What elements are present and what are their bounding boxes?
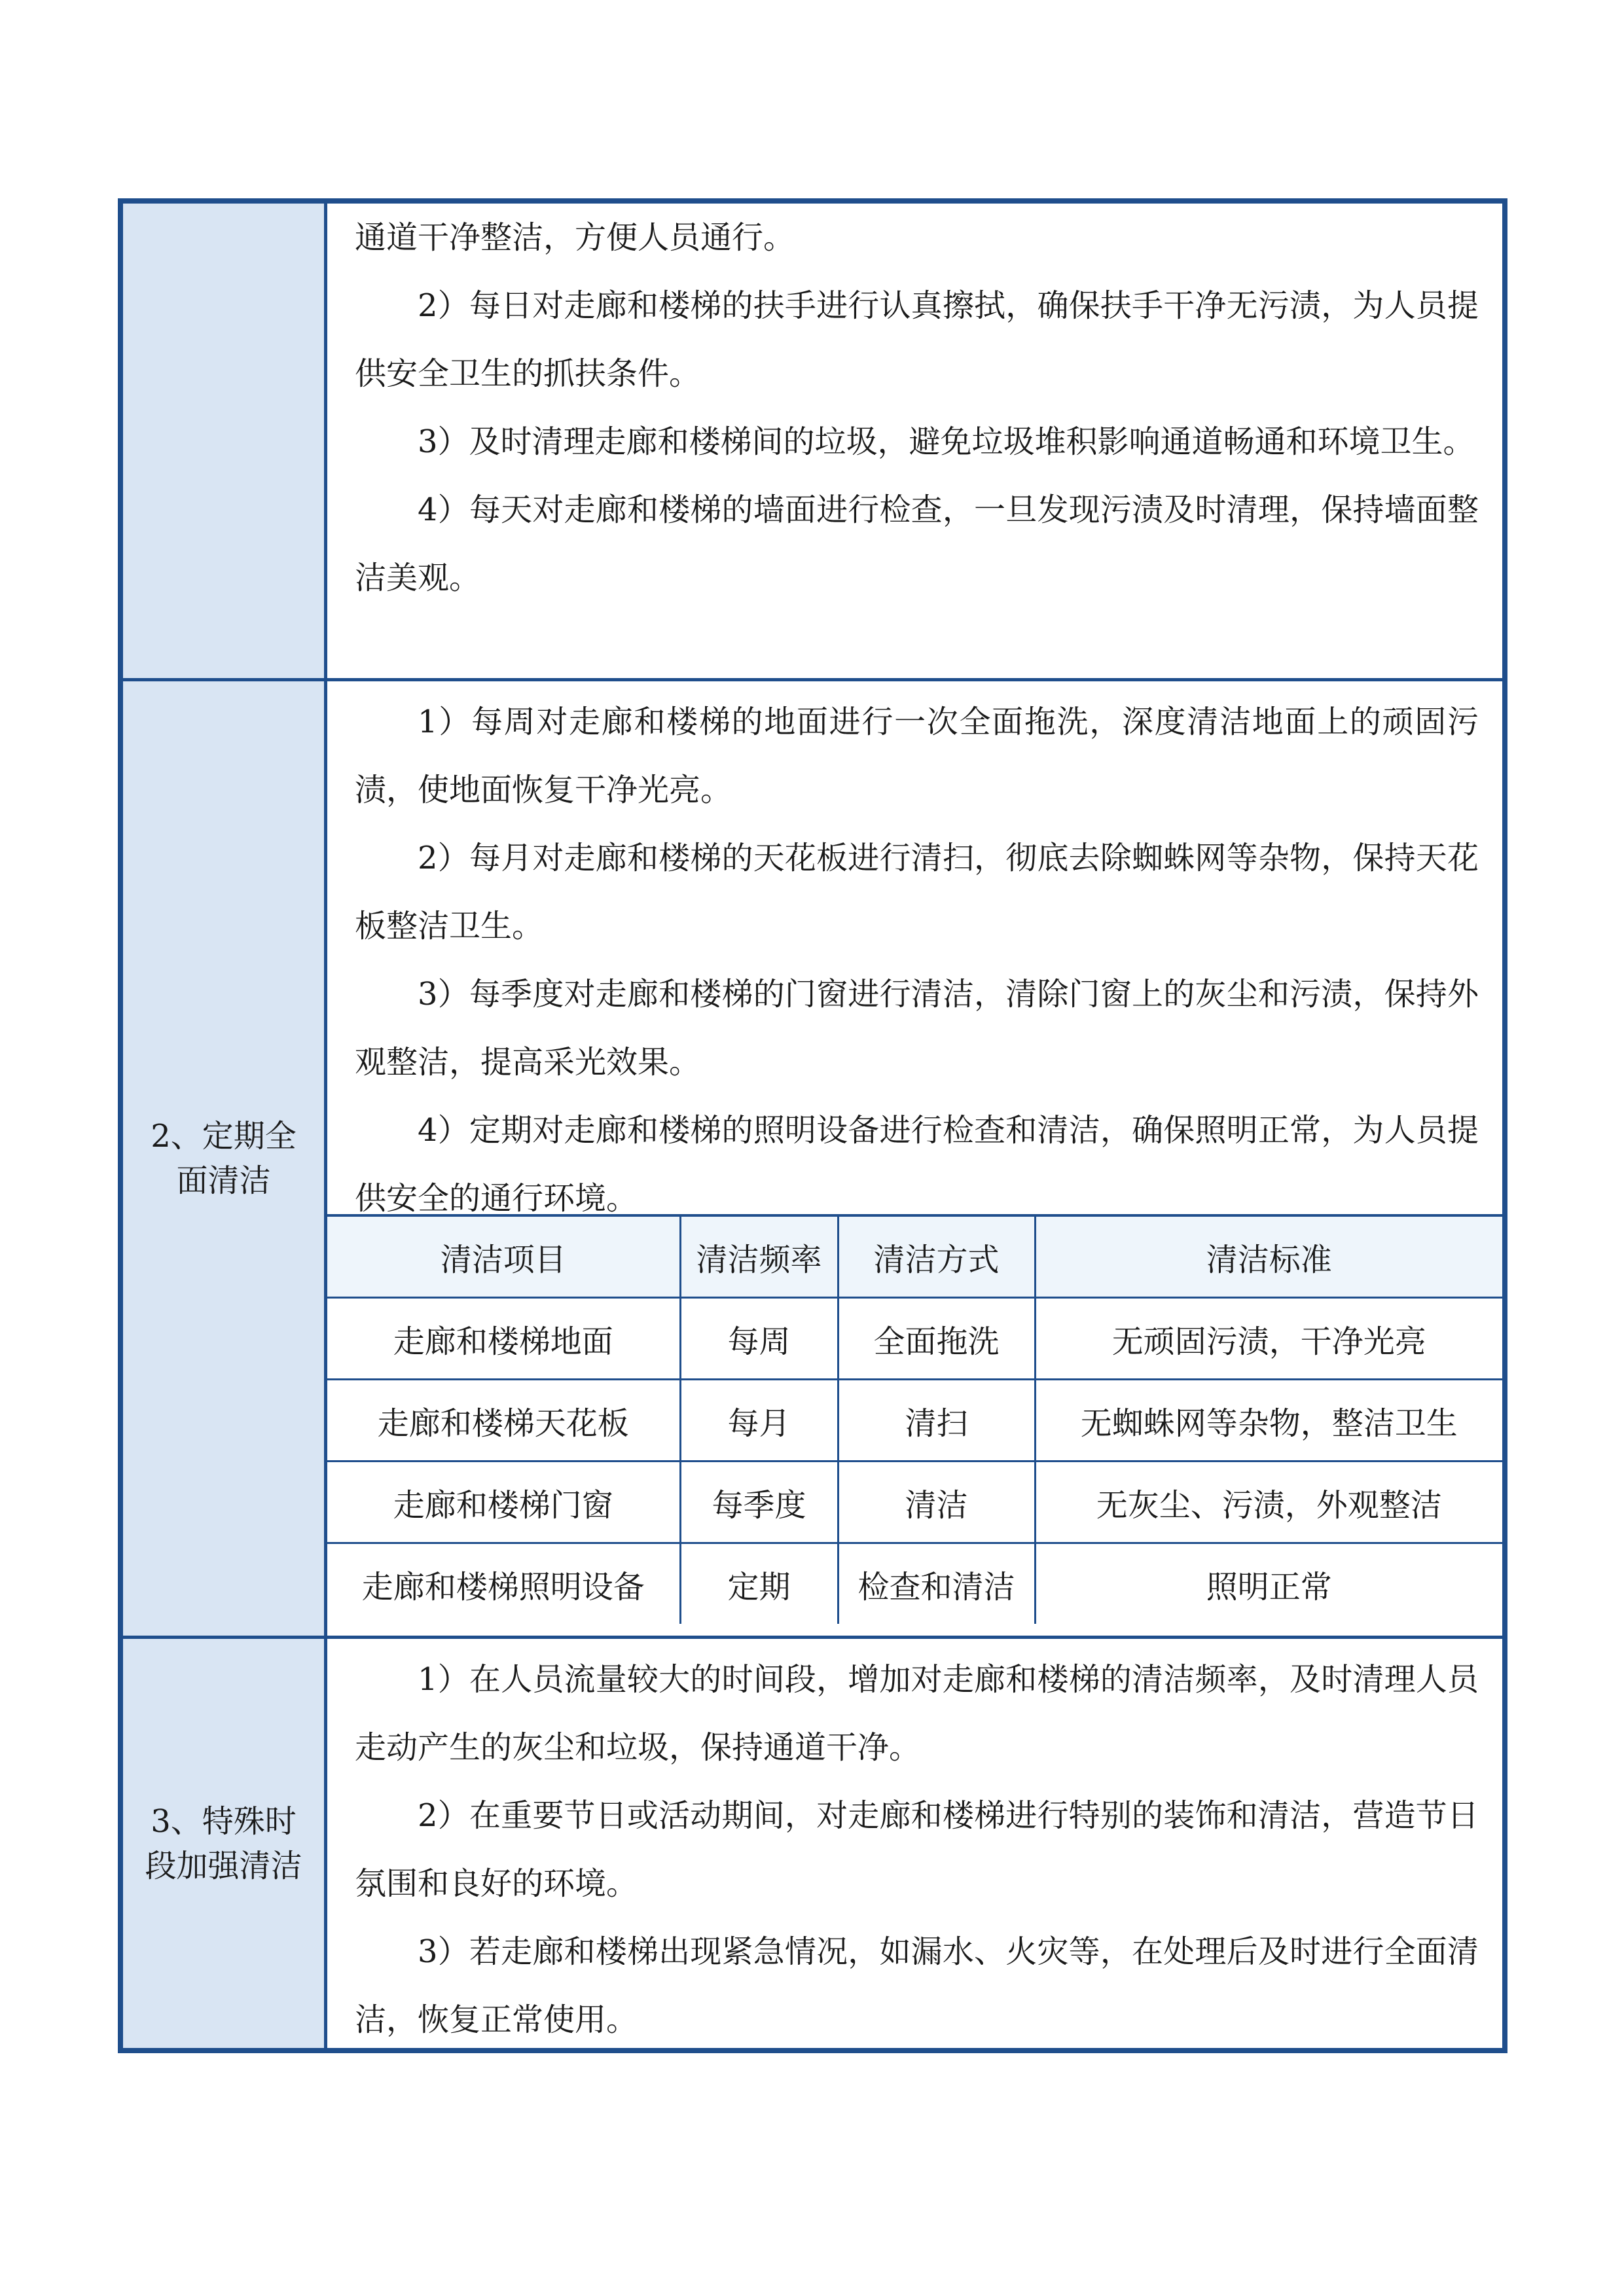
table-header-cell: 清洁项目 — [327, 1215, 680, 1298]
table-header-cell: 清洁方式 — [838, 1215, 1035, 1298]
table-cell: 清洁 — [838, 1462, 1035, 1543]
table-row — [327, 1298, 1502, 1380]
table-cell: 每周 — [680, 1298, 838, 1380]
cleaning-plan-table — [118, 198, 1507, 2053]
section-daily — [123, 204, 1502, 678]
cleaning-schedule-table — [327, 1214, 1502, 1624]
table-row — [327, 1543, 1502, 1624]
table-cell: 检查和清洁 — [838, 1543, 1035, 1624]
table-cell: 走廊和楼梯天花板 — [327, 1380, 680, 1462]
table-cell: 定期 — [680, 1543, 838, 1624]
table-cell: 走廊和楼梯照明设备 — [327, 1543, 680, 1624]
paragraph-group — [327, 204, 1502, 612]
paragraph-group — [327, 1639, 1502, 2054]
paragraph: 1）每周对走廊和楼梯的地面进行一次全面拖洗，深度清洁地面上的顽固污渍，使地面恢复干净光亮。 — [355, 704, 1479, 808]
table-cell: 走廊和楼梯门窗 — [327, 1462, 680, 1543]
table-cell: 每月 — [680, 1380, 838, 1462]
section-label — [123, 204, 327, 678]
table-header-cell: 清洁标准 — [1035, 1215, 1502, 1298]
paragraph: 1）在人员流量较大的时间段，增加对走廊和楼梯的清洁频率，及时清理人员走动产生的灰尘和垃圾，保持通道干净。 — [355, 1661, 1479, 1766]
paragraph: 2）每月对走廊和楼梯的天花板进行清扫，彻底去除蜘蛛网等杂物，保持天花板整洁卫生。 — [355, 840, 1479, 944]
table-cell: 无灰尘、污渍，外观整洁 — [1035, 1462, 1502, 1543]
paragraph-group — [327, 681, 1502, 1217]
table-cell: 全面拖洗 — [838, 1298, 1035, 1380]
paragraph: 4）每天对走廊和楼梯的墙面进行检查，一旦发现污渍及时清理，保持墙面整洁美观。 — [355, 492, 1479, 596]
table-cell: 照明正常 — [1206, 1568, 1332, 1605]
paragraph: 3）每季度对走廊和楼梯的门窗进行清洁，清除门窗上的灰尘和污渍，保持外观整洁，提高采光效果。 — [355, 976, 1479, 1081]
table-row — [327, 1462, 1502, 1543]
table-cell: 清扫 — [838, 1380, 1035, 1462]
table-cell: 无蜘蛛网等杂物，整洁卫生 — [1035, 1380, 1502, 1462]
section-content — [327, 681, 1502, 1636]
section-label: 2、定期全面清洁 — [123, 681, 327, 1636]
table-cell: 每季度 — [680, 1462, 838, 1543]
table-cell: 无顽固污渍，干净光亮 — [1035, 1298, 1502, 1380]
paragraph: 通道干净整洁，方便人员通行。 — [355, 219, 795, 256]
paragraph: 3）及时清理走廊和楼梯间的垃圾，避免垃圾堆积影响通道畅通和环境卫生。 — [418, 423, 1475, 460]
table-row — [327, 1380, 1502, 1462]
table-cell: 走廊和楼梯地面 — [327, 1298, 680, 1380]
paragraph: 2）在重要节日或活动期间，对走廊和楼梯进行特别的装饰和清洁，营造节日氛围和良好的环境。 — [355, 1797, 1479, 1902]
paragraph: 2）每日对走廊和楼梯的扶手进行认真擦拭，确保扶手干净无污渍，为人员提供安全卫生的抓扶条件。 — [355, 287, 1479, 392]
section-content — [327, 1639, 1502, 2048]
section-periodic — [123, 678, 1502, 1636]
section-label: 3、特殊时段加强清洁 — [123, 1639, 327, 2048]
section-content — [327, 204, 1502, 678]
paragraph: 4）定期对走廊和楼梯的照明设备进行检查和清洁，确保照明正常，为人员提供安全的通行环境。 — [355, 1112, 1479, 1217]
paragraph: 3）若走廊和楼梯出现紧急情况，如漏水、火灾等，在处理后及时进行全面清洁，恢复正常使用。 — [355, 1933, 1479, 2038]
section-special-periods — [123, 1636, 1502, 2048]
table-header-cell: 清洁频率 — [680, 1215, 838, 1298]
